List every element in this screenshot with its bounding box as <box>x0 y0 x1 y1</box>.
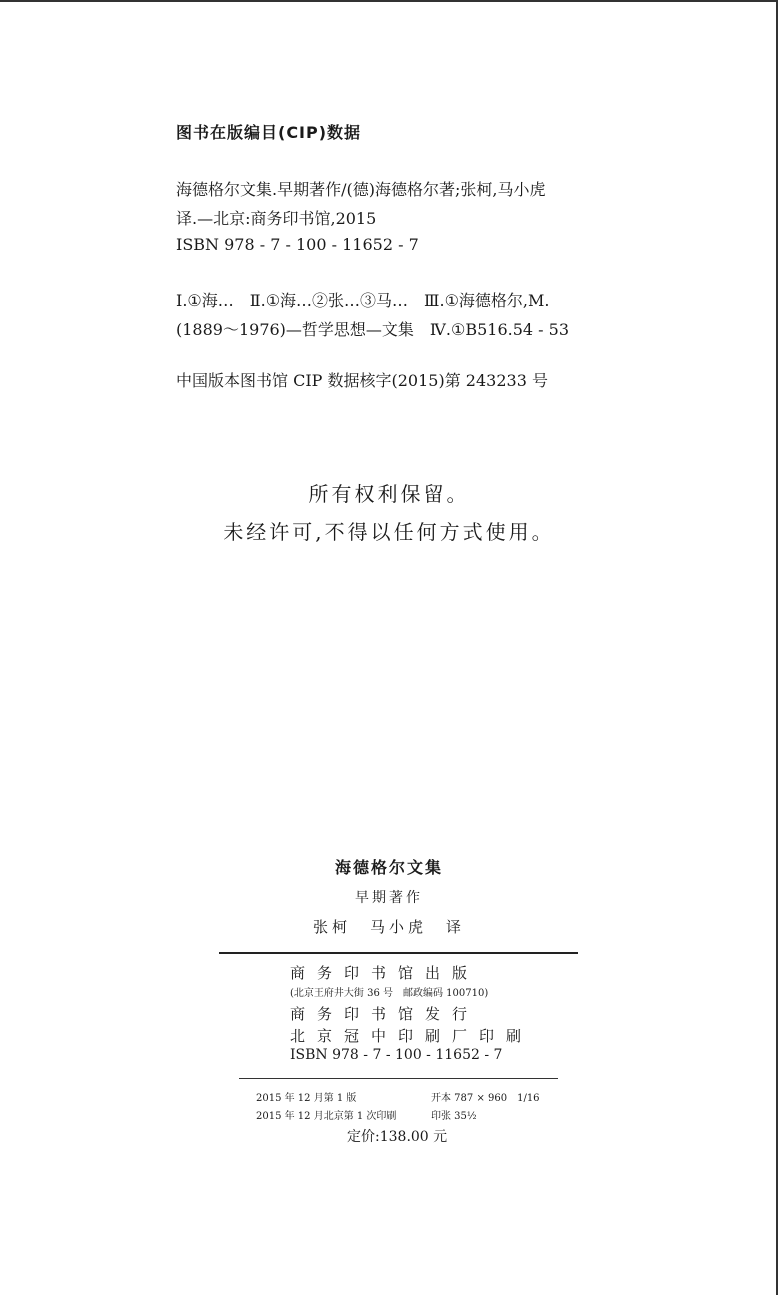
usage-restriction: 未经许可,不得以任何方式使用。 <box>223 520 555 544</box>
colophon-distributor: 商务印书馆发行 <box>290 1005 480 1023</box>
colophon-printing: 2015 年 12 月北京第 1 次印刷 <box>256 1111 397 1122</box>
colophon-format: 开本 787 × 960 1/16 <box>431 1093 540 1104</box>
cip-classification-2: (1889～1976)—哲学思想—文集 Ⅳ.①B516.54 - 53 <box>176 320 570 339</box>
colophon-bottom-rule <box>239 1078 558 1079</box>
colophon-translators: 张柯 马小虎 译 <box>312 918 465 936</box>
page-top-edge <box>0 0 778 2</box>
cip-verification-number: 中国版本图书馆 CIP 数据核字(2015)第 243233 号 <box>176 371 548 390</box>
colophon-series-title: 海德格尔文集 <box>334 858 443 877</box>
colophon-sheets: 印张 35½ <box>431 1111 477 1122</box>
rights-reserved: 所有权利保留。 <box>308 482 470 506</box>
cip-line-1: 海德格尔文集.早期著作/(德)海德格尔著;张柯,马小虎 <box>176 180 546 199</box>
cip-classification-1: Ⅰ.①海… Ⅱ.①海…②张…③马… Ⅲ.①海德格尔,M. <box>176 291 550 310</box>
colophon-address: (北京王府井大街 36 号 邮政编码 100710) <box>290 988 489 999</box>
colophon-subtitle: 早期著作 <box>355 890 423 906</box>
cip-heading: 图书在版编目(CIP)数据 <box>176 123 362 142</box>
colophon-edition: 2015 年 12 月第 1 版 <box>256 1093 357 1104</box>
cip-line-2: 译.—北京:商务印书馆,2015 <box>176 209 377 228</box>
cip-isbn: ISBN 978 - 7 - 100 - 11652 - 7 <box>176 235 419 254</box>
colophon-price: 定价:138.00 元 <box>347 1129 448 1145</box>
colophon-top-rule <box>219 952 578 954</box>
colophon-isbn: ISBN 978 - 7 - 100 - 11652 - 7 <box>290 1047 503 1063</box>
colophon-publisher: 商务印书馆出版 <box>290 964 480 982</box>
colophon-printer: 北京冠中印刷厂印刷 <box>290 1027 534 1045</box>
